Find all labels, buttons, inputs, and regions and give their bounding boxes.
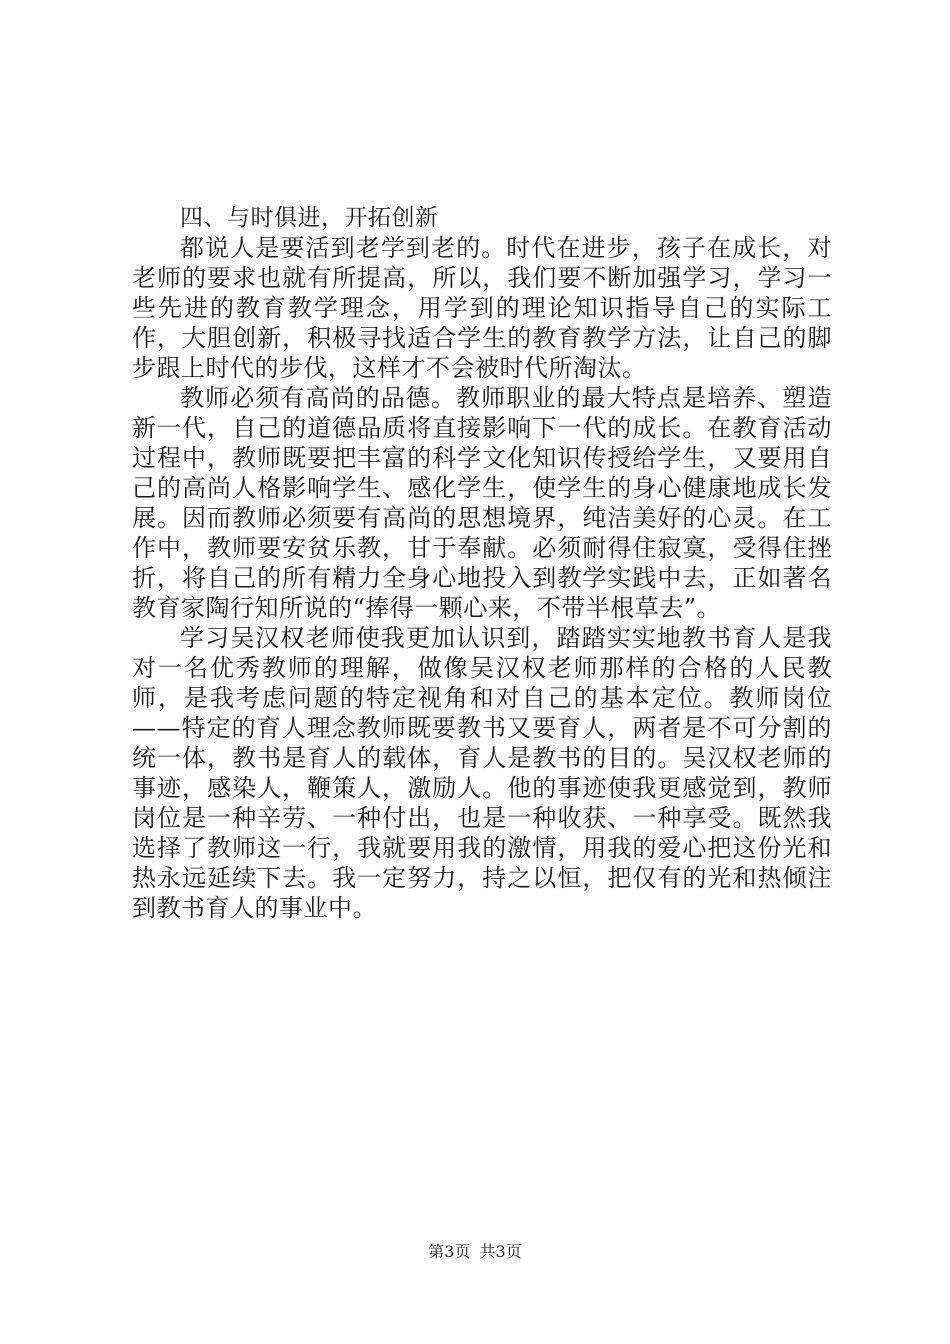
section-heading: 四、与时俱进，开拓创新	[180, 205, 439, 231]
paragraph-teacher-morality: 教师必须有高尚的品德。教师职业的最大特点是培养、塑造新一代，自己的道德品质将直接影响下一代的成长。在教育活动过程中，教师既要把丰富的科学文化知识传授给学生，又要用自己的高尚人格影响学生、感化学生，使学生的身心健康地成长发展。因而教师必须要有高尚的思想境界，纯洁美好的心灵。在工作中，教师要安贫乐教，甘于奉献。必须耐得住寂寞，受得住挫折，将自己的所有精力全身心地投入到教学实践中去，正如著名教育家陶行知所说的“捧得一颗心来，不带半根草去”。	[132, 384, 832, 622]
paragraph-lifelong-learning: 都说人是要活到老学到老的。时代在进步，孩子在成长，对老师的要求也就有所提高，所以，我们要不断加强学习，学习一些先进的教育教学理念，用学到的理论知识指导自己的实际工作，大胆创新，积极寻找适合学生的教育教学方法，让自己的脚步跟上时代的步伐，这样才不会被时代所淘汰。	[132, 234, 832, 382]
paragraph-learning-from-wu: 学习吴汉权老师使我更加认识到，踏踏实实地教书育人是我对一名优秀教师的理解，做像吴汉权老师那样的合格的人民教师，是我考虑问题的特定视角和对自己的基本定位。教师岗位——特定的育人理念教师既要教书又要育人，两者是不可分割的统一体，教书是育人的载体，育人是教书的目的。吴汉权老师的事迹，感染人，鞭策人，激励人。他的事迹使我更感觉到，教师岗位是一种辛劳、一种付出，也是一种收获、一种享受。既然我选择了教师这一行，我就要用我的激情，用我的爱心把这份光和热永远延续下去。我一定努力，持之以恒，把仅有的光和热倾注到教书育人的事业中。	[132, 624, 832, 922]
page-footer: 第3页 共3页	[428, 1242, 522, 1261]
document-body	[132, 203, 832, 923]
